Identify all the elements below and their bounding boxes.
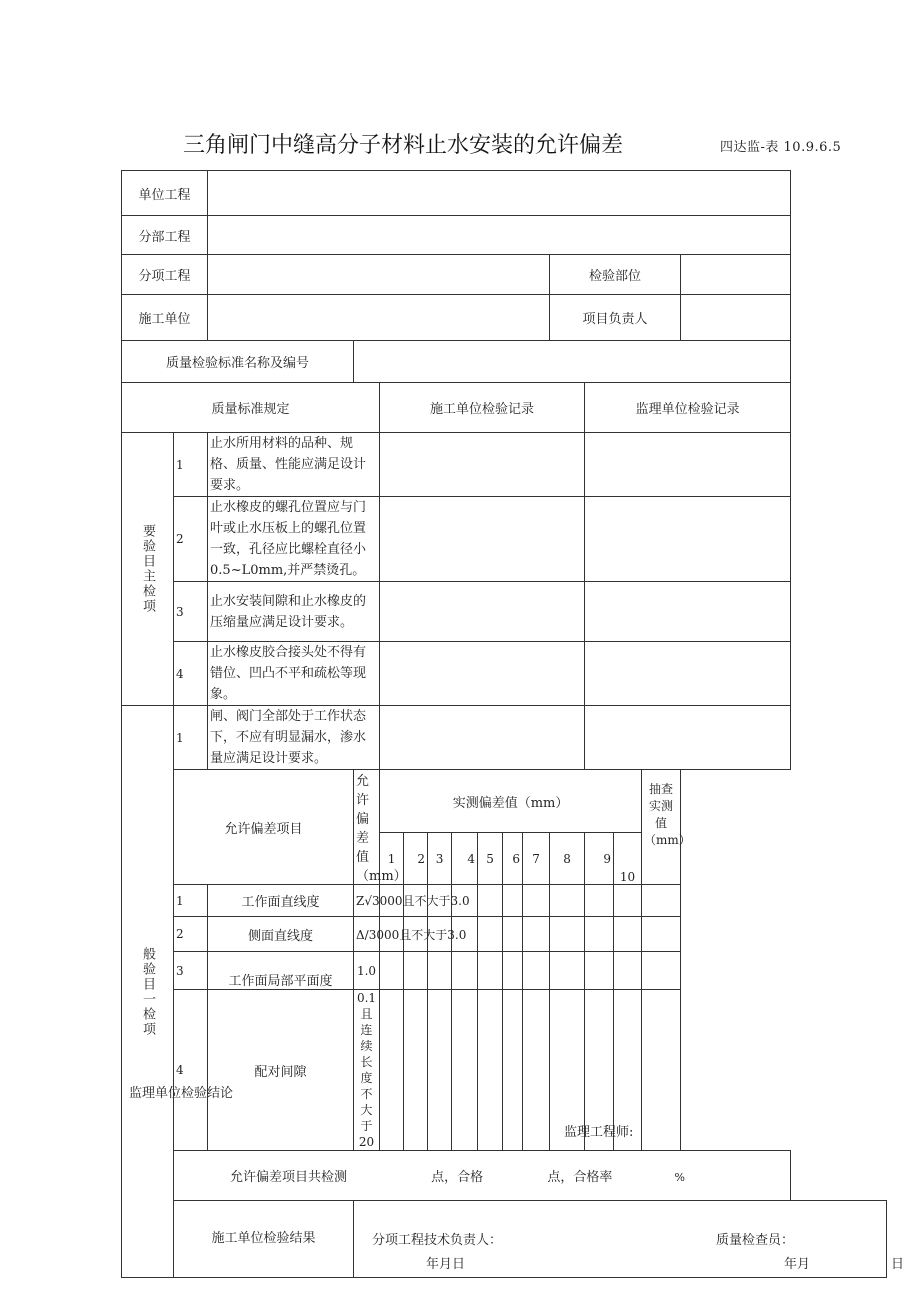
measure-cell[interactable] [404, 952, 428, 990]
main-item-text: 止水橡皮胶合接头处不得有错位、凹凸不平和疏松等现象。 [208, 642, 380, 706]
measure-cell[interactable] [523, 885, 550, 917]
measure-cell[interactable] [452, 952, 478, 990]
measure-cell[interactable] [503, 885, 523, 917]
engineer-label: 监理工程师: [564, 1125, 634, 1140]
main-items-label [122, 433, 174, 706]
construction-record-header: 施工单位检验记录 [380, 383, 585, 433]
main-item-supervision-record[interactable] [585, 433, 791, 497]
construction-unit-label: 施工单位 [122, 295, 208, 341]
main-item-text: 止水所用材料的品种、规格、质量、性能应满足设计要求。 [208, 433, 380, 497]
spot-check-header: 抽查实测值（mm） [642, 770, 681, 885]
main-item-supervision-record[interactable] [585, 642, 791, 706]
sub-project-value[interactable] [208, 255, 550, 295]
date-right-day: 日 [891, 1257, 905, 1272]
spot-check-cell[interactable] [642, 917, 681, 952]
deviation-row-value: 1.0 [354, 952, 380, 990]
measure-col-number: 10 [614, 833, 642, 885]
measure-cell[interactable] [428, 990, 452, 1151]
main-items-label-text: 要验目主检项 [140, 524, 155, 614]
measure-col-number: 9 [585, 833, 614, 885]
general-item-supervision-record[interactable] [585, 706, 791, 770]
measure-cell[interactable] [523, 917, 550, 952]
measure-cell[interactable] [614, 952, 642, 990]
main-item-supervision-record[interactable] [585, 497, 791, 582]
conclusion-label: 监理单位检验结论 [129, 1086, 234, 1101]
measure-cell[interactable] [503, 990, 523, 1151]
summary-points: 点，合格 [431, 1170, 484, 1185]
deviation-row-no: 1 [174, 885, 208, 917]
date-left: 年月日 [426, 1257, 466, 1272]
inspection-part-label: 检验部位 [550, 255, 681, 295]
measure-cell[interactable] [550, 917, 585, 952]
spot-check-cell[interactable] [642, 885, 681, 917]
unit-project-label: 单位工程 [122, 171, 208, 216]
inspection-table [121, 170, 905, 1278]
measure-col-number: 8 [550, 833, 585, 885]
general-item-construction-record[interactable] [380, 706, 585, 770]
measure-cell[interactable] [585, 917, 614, 952]
measure-cell[interactable] [550, 885, 585, 917]
deviation-row-value: Δ/3000且不大于3.0 [354, 917, 380, 952]
deviation-row-item: 配对间隙 [208, 990, 354, 1151]
measure-cell[interactable] [614, 917, 642, 952]
general-items-label-text: 般验目一检项 [140, 946, 155, 1037]
tech-lead-label: 分项工程技术负责人： [372, 1233, 503, 1248]
main-item-supervision-record[interactable] [585, 582, 791, 642]
measure-cell[interactable] [478, 917, 503, 952]
measure-col-number: 3 [428, 833, 452, 885]
measure-cell[interactable] [523, 952, 550, 990]
measure-cell[interactable] [404, 990, 428, 1151]
spot-check-cell[interactable] [642, 952, 681, 990]
spot-check-cell[interactable] [642, 990, 681, 1151]
general-items-label [122, 706, 174, 1278]
deviation-row-item: 工作面局部平面度 [208, 952, 354, 990]
main-item-no: 4 [174, 642, 208, 706]
page-title: 三角闸门中缝高分子材料止水安装的允许偏差 [183, 133, 624, 158]
inspection-part-value[interactable] [681, 255, 791, 295]
deviation-row-no: 2 [174, 917, 208, 952]
main-item-text: 止水安装间隙和止水橡皮的压缩量应满足设计要求。 [208, 582, 380, 642]
measure-cell[interactable] [478, 885, 503, 917]
deviation-row-no: 3 [174, 952, 208, 990]
project-manager-value[interactable] [681, 295, 791, 341]
summary-percent: % [674, 1171, 685, 1184]
measure-col-number: 1 [380, 833, 404, 885]
general-item-no: 1 [174, 706, 208, 770]
construction-unit-value[interactable] [208, 295, 550, 341]
form-number: 四达监-表 10.9.6.5 [720, 140, 842, 155]
measure-cell[interactable] [550, 952, 585, 990]
deviation-value-header: 允许偏差值（mm） [354, 770, 380, 885]
deviation-item-header: 允许偏差项目 [174, 770, 354, 885]
deviation-row-item: 侧面直线度 [208, 917, 354, 952]
supervision-record-header: 监理单位检验记录 [585, 383, 791, 433]
measure-cell[interactable] [452, 990, 478, 1151]
main-item-no: 3 [174, 582, 208, 642]
measure-cell[interactable] [503, 952, 523, 990]
project-manager-label: 项目负责人 [550, 295, 681, 341]
summary-points-rate: 点，合格率 [547, 1170, 613, 1185]
summary-prefix: 允许偏差项目共检测 [230, 1170, 348, 1185]
measured-header: 实测偏差值（mm） [380, 770, 642, 833]
deviation-summary [174, 1151, 791, 1201]
measure-cell[interactable] [478, 952, 503, 990]
measure-cell[interactable] [585, 952, 614, 990]
date-right-month: 年月 [784, 1257, 811, 1272]
measure-cell[interactable] [380, 952, 404, 990]
measure-cell[interactable] [428, 952, 452, 990]
measure-col-number: 6 [503, 833, 523, 885]
general-item-text: 闸、阀门全部处于工作状态下，不应有明显漏水，渗水量应满足设计要求。 [208, 706, 380, 770]
measure-col-number: 5 [478, 833, 503, 885]
measure-cell[interactable] [380, 990, 404, 1151]
deviation-row-no: 4 [174, 990, 208, 1151]
inspector-label: 质量检查员： [716, 1233, 795, 1248]
division-project-label: 分部工程 [122, 216, 208, 255]
deviation-row-value: 0.1且连续长度不大于20 [354, 990, 380, 1151]
standard-name-label: 质量检验标准名称及编号 [122, 341, 354, 383]
quality-standard-header: 质量标准规定 [122, 383, 380, 433]
sub-project-label: 分项工程 [122, 255, 208, 295]
main-item-construction-record[interactable] [380, 642, 585, 706]
measure-cell[interactable] [585, 885, 614, 917]
main-item-construction-record[interactable] [380, 433, 585, 497]
division-project-value[interactable] [208, 216, 791, 255]
measure-col-number: 4 [452, 833, 478, 885]
main-item-no: 1 [174, 433, 208, 497]
measure-cell[interactable] [478, 990, 503, 1151]
main-item-text: 止水橡皮的螺孔位置应与门叶或止水压板上的螺孔位置一致，孔径应比螺栓直径小0.5~L0mm,并严禁烫孔。 [208, 497, 380, 582]
measure-col-number: 2 [404, 833, 428, 885]
deviation-row-value: Z√3000且不大于3.0 [354, 885, 380, 917]
main-item-no: 2 [174, 497, 208, 582]
measure-cell[interactable] [614, 885, 642, 917]
measure-cell[interactable] [523, 990, 550, 1151]
main-item-construction-record[interactable] [380, 582, 585, 642]
result-content [354, 1201, 905, 1278]
measure-col-number: 7 [523, 833, 550, 885]
measure-cell[interactable] [503, 917, 523, 952]
deviation-row-item: 工作面直线度 [208, 885, 354, 917]
main-item-construction-record[interactable] [380, 497, 585, 582]
result-label: 施工单位检验结果 [174, 1201, 354, 1278]
standard-name-value[interactable] [354, 341, 791, 383]
unit-project-value[interactable] [208, 171, 791, 216]
